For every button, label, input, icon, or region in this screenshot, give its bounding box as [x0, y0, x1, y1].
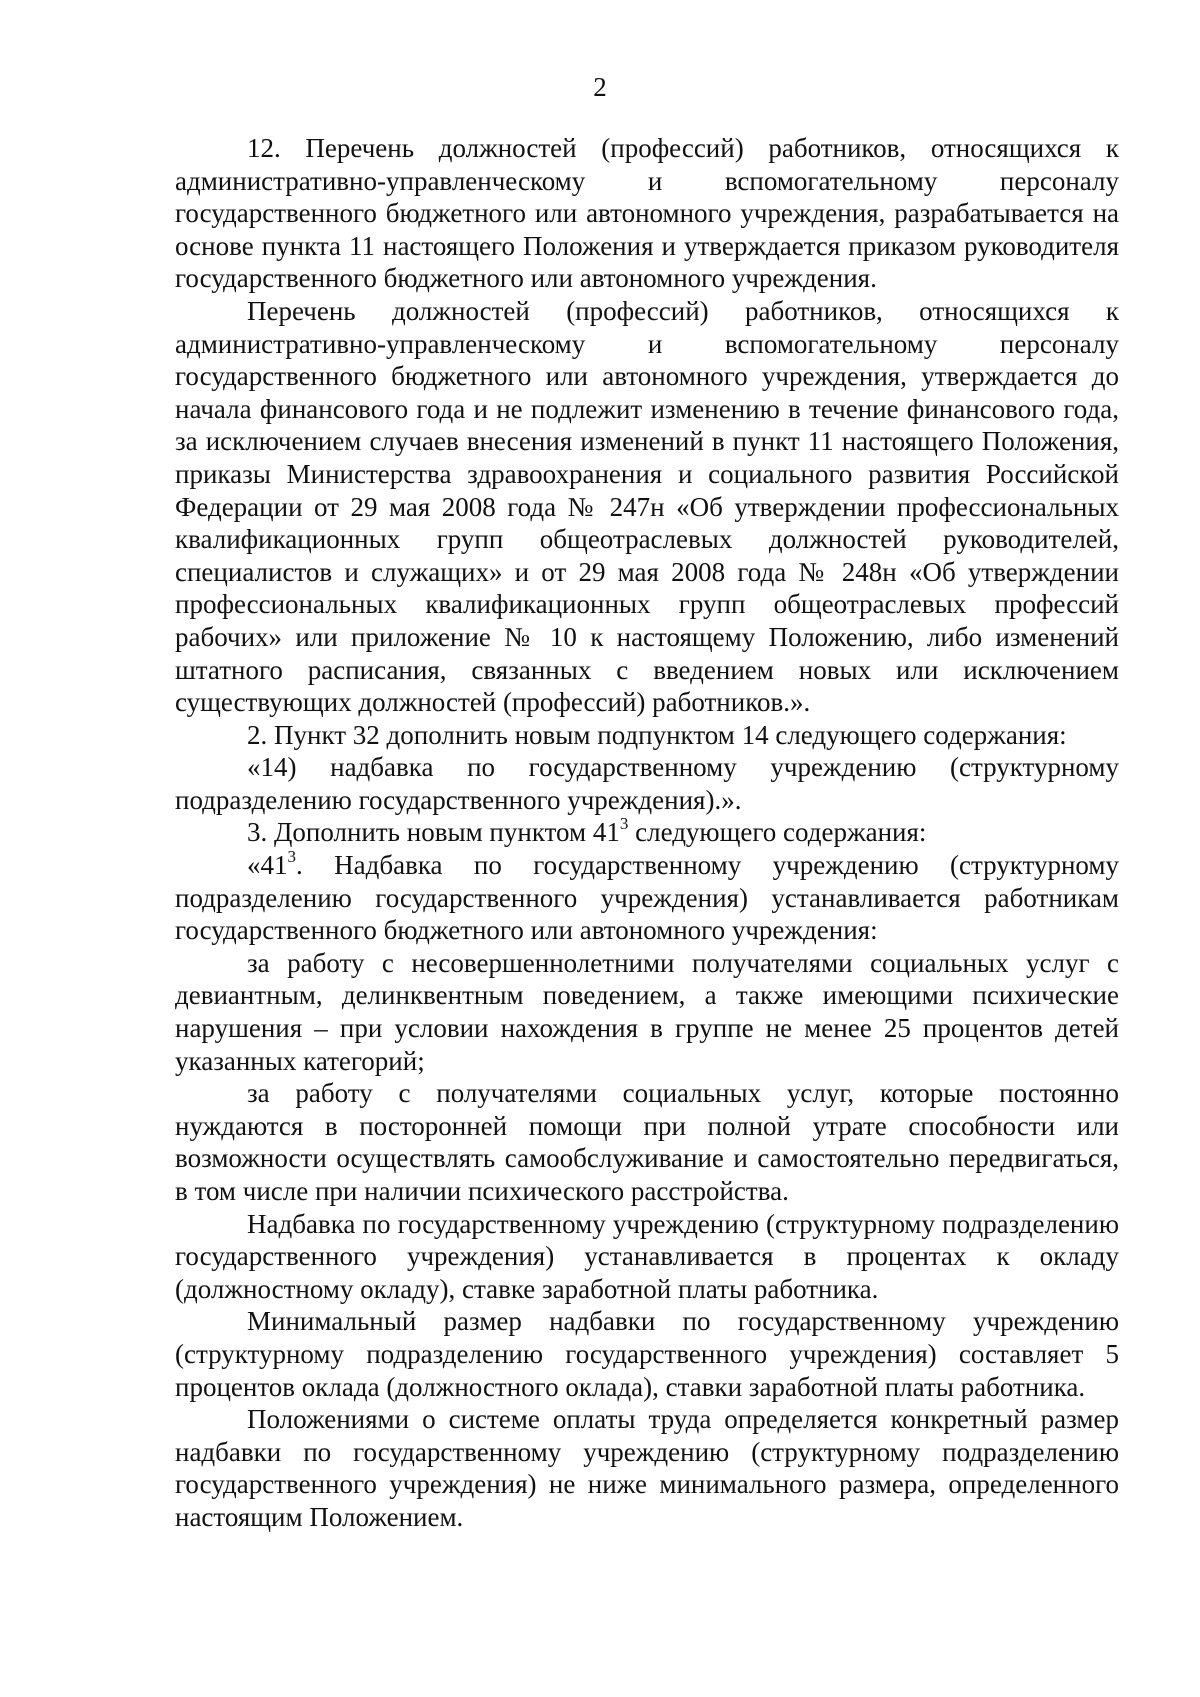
item-41-3-superscript: 3: [287, 847, 296, 867]
amendment-3-text-end: следующего содержания:: [628, 817, 927, 848]
paragraph-condition-minors: за работу с несовершеннолетними получателями социальных услуг с девиантным, делинквентным поведением, а также имеющими психические нарушения – при условии нахождения в группе не менее 25 процентов детей указанных категорий;: [175, 947, 1119, 1076]
item-41-3-text-start: «41: [247, 850, 288, 881]
paragraph-specific-size: Положениями о системе оплаты труда определяется конкретный размер надбавки по государственному учреждению (структурному подразделению государственного учреждения) не ниже минимального размера, определенного настоящим Положением.: [175, 1404, 1119, 1532]
paragraph-item-12: 12. Перечень должностей (профессий) работников, относящихся к административно-управленческому и вспомогательному персоналу государственного бюджетного или автономного учреждения, разрабатывается на основе пункта 11 настоящего Положения и утверждается приказом руководителя государственного бюджетного или автономного учреждения.: [175, 133, 1119, 294]
paragraph-amendment-3: [175, 816, 1119, 849]
paragraph-item-41-3: [175, 849, 1119, 947]
document-body: [175, 132, 1119, 1534]
paragraph-condition-care: за работу с получателями социальных услуг, которые постоянно нуждаются в посторонней помощи при полной утрате способности или возможности осуществлять самообслуживание и самостоятельно передвигаться, в том числе при наличии психического расстройства.: [175, 1078, 1119, 1206]
page-number: 2: [593, 72, 607, 102]
amendment-3-text-start: 3. Дополнить новым пунктом 41: [247, 817, 620, 848]
paragraph-percent-basis: Надбавка по государственному учреждению (структурному подразделению государственного учреждения) устанавливается в процентах к окладу (должностному окладу), ставке заработной платы работника.: [175, 1208, 1119, 1304]
paragraph-amendment-2: 2. Пункт 32 дополнить новым подпунктом 14 следующего содержания:: [247, 719, 1067, 750]
item-41-3-text-end: . Надбавка по государственному учреждению (структурному подразделению государственного учреждения) устанавливается работникам государственного бюджетного или автономного учреждения:: [175, 850, 1119, 946]
amendment-3-superscript: 3: [619, 814, 629, 834]
paragraph-subitem-14: «14) надбавка по государственному учреждению (структурному подразделению государственного учреждения).».: [175, 752, 1119, 815]
paragraph-list-approval: Перечень должностей (профессий) работников, относящихся к административно-управленческому и вспомогательному персоналу государственного бюджетного или автономного учреждения, утверждается до начала финансового года и не подлежит изменению в течение финансового года, за исключением случаев внесения изменений в пункт 11 настоящего Положения, приказы Министерства здравоохранения и социального развития Российской Федерации от 29 мая 2008 года № 247н «Об утверждении профессиональных квалификационных групп общеотраслевых должностей руководителей, специалистов и служащих» и от 29 мая 2008 года № 248н «Об утверждении профессиональных квалификационных групп общеотраслевых профессий рабочих» или приложение № 10 к настоящему Положению, либо изменений штатного расписания, связанных с введением новых или исключением существующих должностей (профессий) работников.».: [175, 295, 1119, 718]
paragraph-minimum-size: Минимальный размер надбавки по государственному учреждению (структурному подразделению государственного учреждения) составляет 5 процентов оклада (должностного оклада), ставки заработной платы работника.: [175, 1306, 1119, 1402]
